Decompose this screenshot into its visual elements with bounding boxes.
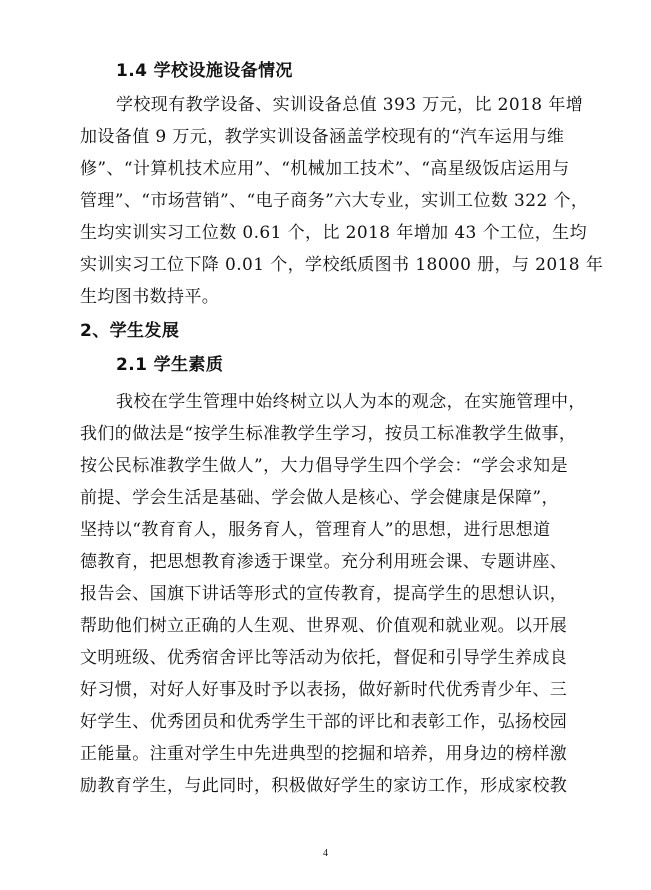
paragraph-line: 学校现有教学设备、实训设备总值 393 万元，比 2018 年增	[116, 95, 584, 115]
paragraph-line: 报告会、国旗下讲话等形式的宣传教育，提高学生的思想认识，	[80, 584, 568, 604]
paragraph-line: 正能量。注重对学生中先进典型的挖掘和培养，用身边的榜样激	[80, 744, 568, 764]
paragraph-line: 好习惯，对好人好事及时予以表扬，做好新时代优秀青少年、三	[80, 680, 568, 700]
paragraph-line: 德教育，把思想教育渗透于课堂。充分利用班会课、专题讲座、	[80, 552, 568, 572]
paragraph-line: 前提、学会生活是基础、学会做人是核心、学会健康是保障”，	[80, 488, 559, 508]
paragraph-line: 管理”、“市场营销”、“电子商务”六大专业，实训工位数 322 个，	[80, 191, 589, 211]
paragraph-line: 我们的做法是“按学生标准教学生学习，按员工标准教学生做事，	[80, 424, 577, 444]
section-heading-2-1: 2.1 学生素质	[116, 355, 224, 375]
paragraph-line: 文明班级、优秀宿舍评比等活动为依托，督促和引导学生养成良	[80, 648, 568, 668]
paragraph-line: 实训实习工位下降 0.01 个，学校纸质图书 18000 册，与 2018 年	[80, 255, 604, 275]
paragraph-line: 修”、“计算机技术应用”、“机械加工技术”、“高星级饭店运用与	[80, 159, 570, 179]
paragraph-line: 帮助他们树立正确的人生观、世界观、价值观和就业观。以开展	[80, 616, 568, 636]
section-heading-1-4: 1.4 学校设施设备情况	[116, 61, 293, 81]
paragraph-line: 按公民标准教学生做人”，大力倡导学生四个学会：“学会求知是	[80, 456, 568, 476]
page-number: 4	[323, 848, 328, 859]
paragraph-line: 加设备值 9 万元，教学实训设备涵盖学校现有的“汽车运用与维	[80, 127, 565, 147]
paragraph-line: 我校在学生管理中始终树立以人为本的观念，在实施管理中，	[116, 392, 586, 412]
section-heading-2: 2、学生发展	[80, 321, 180, 341]
paragraph-line: 生均实训实习工位数 0.61 个，比 2018 年增加 43 个工位，生均	[80, 223, 587, 243]
paragraph-line: 励教育学生，与此同时，积极做好学生的家访工作，形成家校教	[80, 776, 568, 796]
paragraph-line: 好学生、优秀团员和优秀学生干部的评比和表彰工作，弘扬校园	[80, 712, 568, 732]
paragraph-line: 坚持以“教育育人，服务育人，管理育人”的思想，进行思想道	[80, 520, 551, 540]
paragraph-line: 生均图书数持平。	[80, 287, 220, 307]
